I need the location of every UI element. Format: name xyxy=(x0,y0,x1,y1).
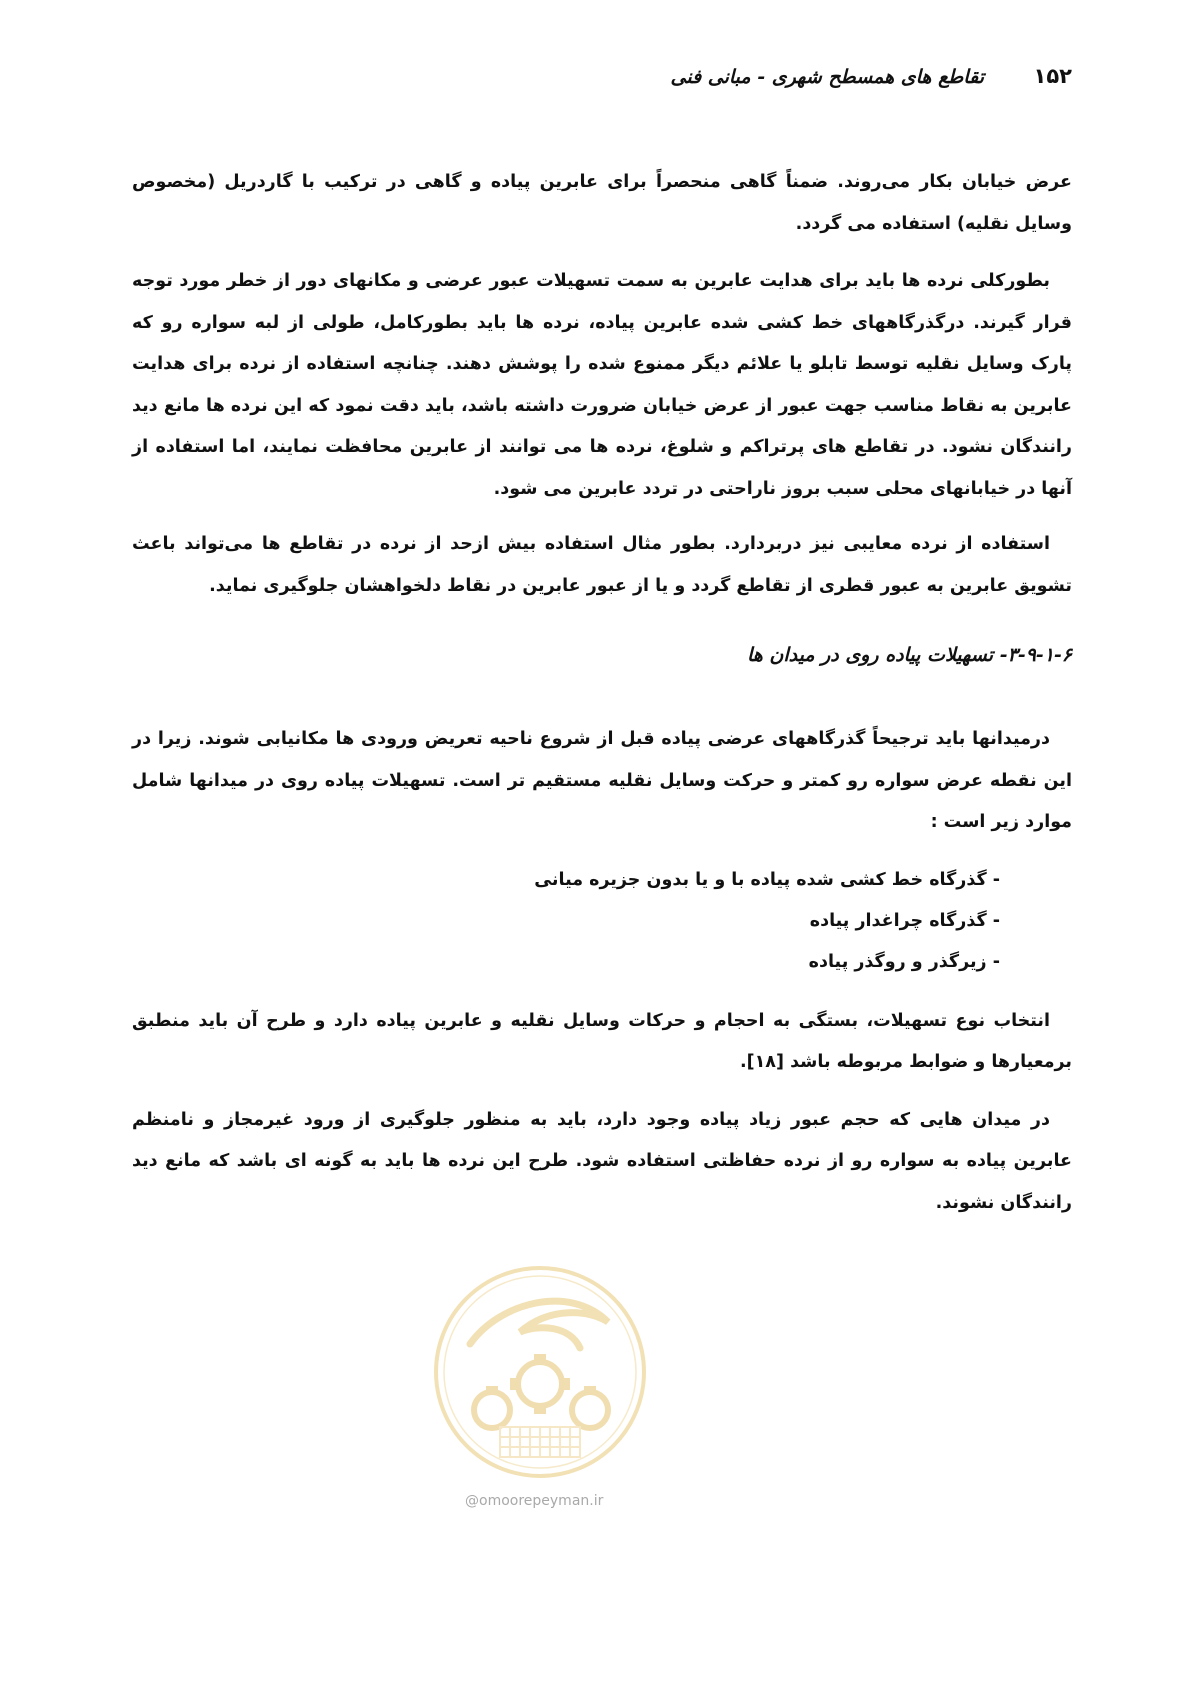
paragraph: انتخاب نوع تسهیلات، بستگی به احجام و حرکات وسایل نقلیه و عابرین پیاده دارد و طرح آن باید منطبق برمعیارها و ضوابط مربوطه باشد [۱۸]. xyxy=(132,1010,1072,1072)
watermark-logo xyxy=(430,1262,650,1482)
page-number: ۱۵۲ xyxy=(1033,64,1072,88)
paragraph: عرض خیابان بکار می‌روند. ضمناً گاهی منحصراً برای عابرین پیاده و گاهی در ترکیب با گاردریل (مخصوص وسایل نقلیه) استفاده می گردد. xyxy=(132,172,1072,234)
bullet-list xyxy=(132,860,1072,983)
body-text xyxy=(132,162,1072,1224)
paragraph: درمیدانها باید ترجیحاً گذرگاههای عرضی پیاده قبل از شروع ناحیه تعریض ورودی ها مکانیابی شوند. زیرا در این نقطه عرض سواره رو کمتر و حرکت وسایل نقلیه مستقیم تر است. تسهیلات پیاده روی در میدانها شامل موارد زیر است : xyxy=(132,729,1072,832)
list-item: - گذرگاه خط کشی شده پیاده با و یا بدون جزیره میانی xyxy=(132,860,1000,901)
paragraph: استفاده از نرده معایبی نیز دربردارد. بطور مثال استفاده بیش ازحد از نرده در تقاطع ها می‌تواند باعث تشویق عابرین به عبور قطری از تقاطع گردد و یا از عبور عابرین در نقاط دلخواهشان جلوگیری نماید. xyxy=(132,534,1072,596)
list-item: - گذرگاه چراغدار پیاده xyxy=(132,901,1000,942)
paragraph: در میدان هایی که حجم عبور زیاد پیاده وجود دارد، باید به منظور جلوگیری از ورود غیرمجاز و نامنظم عابرین پیاده به سواره رو از نرده حفاظتی استفاده شود. طرح این نرده ها باید به گونه ای باشد که مانع دید رانندگان نشوند. xyxy=(132,1109,1072,1213)
paragraph: بطورکلی نرده ها باید برای هدایت عابرین به سمت تسهیلات عبور عرضی و مکانهای دور از خطر مورد توجه قرار گیرند. درگذرگاههای خط کشی شده عابرین پیاده، نرده ها باید بطورکامل، طولی از لبه سواره رو که پارک وسایل نقلیه توسط تابلو یا علائم دیگر ممنوع شده را پوشش دهند. چنانچه استفاده از نرده برای هدایت عابرین به نقاط مناسب جهت عبور از عرض خیابان ضرورت داشته باشد، باید دقت نمود که این نرده ها مانع دید رانندگان نشود. در تقاطع های پرتراکم و شلوغ، نرده ها می توانند از عابرین محافظت نمایند، اما استفاده از آنها در خیابانهای محلی سبب بروز ناراحتی در تردد عابرین می شود. xyxy=(132,271,1072,499)
running-header xyxy=(300,64,1072,104)
watermark-url: @omoorepeyman.ir xyxy=(465,1493,604,1509)
running-title: تقاطع های همسطح شهری - مبانی فنی xyxy=(670,66,984,88)
list-item: - زیرگذر و روگذر پیاده xyxy=(132,942,1000,983)
section-heading: ۳-۹-۱-۶- تسهیلات پیاده روی در میدان ها xyxy=(746,644,1072,666)
